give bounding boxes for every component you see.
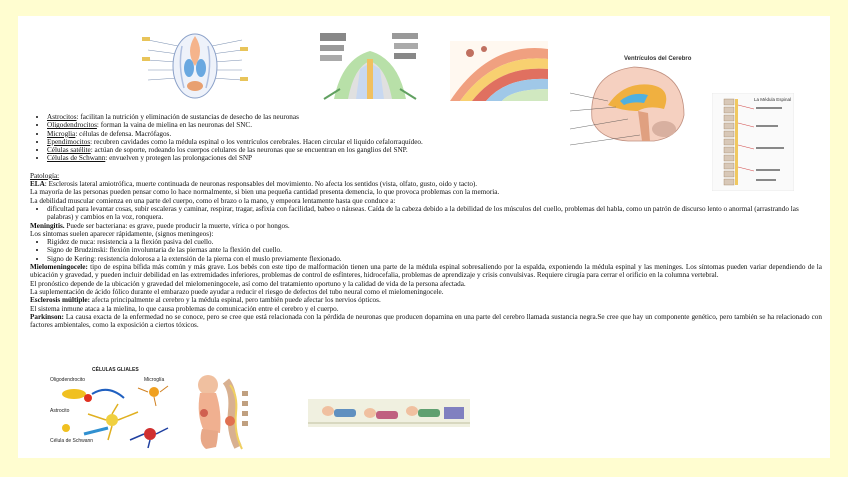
list-item: [47, 121, 822, 129]
ela-line-3: La debilidad muscular comienza en una parte del cuerpo, como el brazo o la mano, y empeora lentamente hasta que conduce a:: [30, 196, 396, 205]
spina-bifida-figure: [190, 371, 258, 451]
cell-desc: : forman la vaina de mielina en las neuronas del SNC.: [96, 121, 252, 130]
mielomeningocele-line-3: La suplementación de ácido fólico durante el embarazo puede ayudar a reducir el riesgo de defectos del tubo neural como el mielomeningocele.: [30, 287, 444, 296]
parkinson-term: Parkinson:: [30, 312, 64, 321]
list-item: • Signo de Brudzinski: flexión involuntaria de las piernas ante la flexión del cuello.: [47, 246, 822, 254]
glial-cells-title: CÉLULAS GLIALES: [92, 367, 139, 373]
cell-name: Células de Schwann: [47, 154, 106, 163]
cell-desc: : células de defensa. Macrófagos.: [75, 129, 172, 138]
document-page: [18, 16, 830, 458]
list-item: • Signo de Kering: resistencia dolorosa a la extensión de la pierna con el muslo previamente flexionado.: [47, 255, 822, 263]
cell-name: Ependimocitos: [47, 137, 91, 146]
meningeal-signs-list: [30, 238, 822, 263]
cell-desc: : envuelven y protegen las prolongaciones del SNP: [105, 154, 253, 163]
glial-cells-list: [30, 113, 822, 163]
mielomeningocele-line-2: El pronóstico depende de la ubicación y gravedad del mielomeningocele, así como del tratamiento oportuno y la calidad de vida de la persona afectada.: [30, 279, 466, 288]
brain-cross-section-figure: [140, 26, 250, 102]
mielomeningocele-paragraph: [30, 263, 822, 280]
glial-label: Célula de Schwann: [50, 438, 94, 444]
ela-symptoms-list: [30, 205, 822, 222]
cell-name: Astrocitos: [47, 113, 77, 121]
spinal-column-title: La Médula Espinal: [754, 97, 792, 102]
ela-line-2: La mayoría de las personas pueden pensar como lo hace normalmente, si bien una pequeña cantidad presenta demencia, lo que provoca problemas con la memoria.: [30, 188, 500, 197]
cell-desc: : facilitan la nutrición y eliminación de sustancias de desecho de las neuronas: [76, 113, 299, 121]
cell-name: Células satélite: [47, 146, 91, 155]
pathology-heading: Patología:: [30, 171, 60, 180]
glial-cells-figure: [48, 364, 174, 450]
esclerosis-text: afecta principalmente al cerebro y la médula espinal, pero también puede afectar los nervios ópticos.: [89, 296, 381, 305]
mielomeningocele-text: tipo de espina bífida más común y más grave. Los bebés con este tipo de malformación tienen una parte de la médula espinal sobresaliendo por la espalda, exponiendo la médula espinal y las meninges. Los síntomas pueden variar dependiendo de la ubicación y gravedad, y pueden incluir debilidad en las extremidades inferiores, problemas de control de esfínteres, hidrocefalia, problemas de aprendizaje y crisis convulsivas. Requiere cirugía para cerrar el orificio en la columna vertebral.: [30, 263, 822, 280]
list-item: [47, 154, 822, 162]
list-item: [47, 146, 822, 154]
ela-paragraph: [30, 180, 822, 188]
esclerosis-line-2: El sistema inmune ataca a la mielina, lo que causa problemas de comunicación entre el cerebro y el cuerpo.: [30, 304, 339, 313]
parkinson-paragraph: [30, 313, 822, 330]
list-item: • dificultad para levantar cosas, subir escaleras y caminar, respirar, tragar, asfixia con facilidad, babeo o náuseas. Caída de la cabeza debido a la debilidad de los músculos del cuello, problemas del habla, como un patrón de discurso lento o anormal (arrastrando las palabras) y cambios en la voz, ronquera.: [47, 205, 822, 222]
mielomeningocele-term: Mielomeningocele:: [30, 263, 88, 272]
list-item: • Rigidez de nuca: resistencia a la flexión pasiva del cuello.: [47, 238, 822, 246]
esclerosis-paragraph: [30, 296, 822, 304]
parkinson-text: La causa exacta de la enfermedad no se conoce, pero se cree que está relacionada con la pérdida de neuronas que producen dopamina en una parte del cerebro llamada sustancia negra.Se cree que hay un componente genético, pero también se ha relacionado con factores ambientales, como la exposición a ciertos tóxicos.: [30, 312, 822, 330]
cell-desc: : recubren cavidades como la médula espinal o los ventrículos cerebrales. Hacen circular el liquido cefalorraquídeo.: [90, 137, 423, 146]
cell-desc: : actúan de soporte, rodeando los cuerpos celulares de las neuronas que se encuentran en los ganglios del SNP.: [90, 146, 408, 155]
meningitis-text: Puede ser bacteriana: es grave, puede producir la muerte, vírica o por hongos.: [64, 221, 290, 230]
spinal-cord-segment-figure: [314, 29, 426, 102]
tissue-layers-figure: [450, 41, 548, 101]
glial-label: Oligodendrocito: [50, 377, 86, 383]
ela-text: : Esclerosis lateral amiotrófica, muerte continuada de neuronas responsables del movimiento. No afecta los sentidos (vista, olfato, gusto, oido y tacto).: [44, 180, 478, 189]
cell-name: Microglia: [47, 129, 76, 138]
document-body: [30, 113, 822, 329]
glial-label: Microglía: [144, 377, 165, 383]
meningitis-term: Meningitis.: [30, 221, 65, 230]
list-item: [47, 130, 822, 138]
meningitis-paragraph: [30, 222, 822, 230]
list-item: [47, 113, 822, 121]
glial-label: Astrocito: [50, 408, 70, 414]
patients-figure: [308, 399, 470, 427]
esclerosis-term: Esclerosis múltiple:: [30, 296, 90, 305]
meningitis-line-2: Los síntomas suelen aparecer rápidamente, (signos meningeos):: [30, 229, 214, 238]
cell-name: Oligodendrocitos: [47, 121, 97, 130]
list-item: [47, 138, 822, 146]
ventricles-title: Ventrículos del Cerebro: [624, 56, 692, 62]
ela-term: ELA: [30, 180, 45, 189]
